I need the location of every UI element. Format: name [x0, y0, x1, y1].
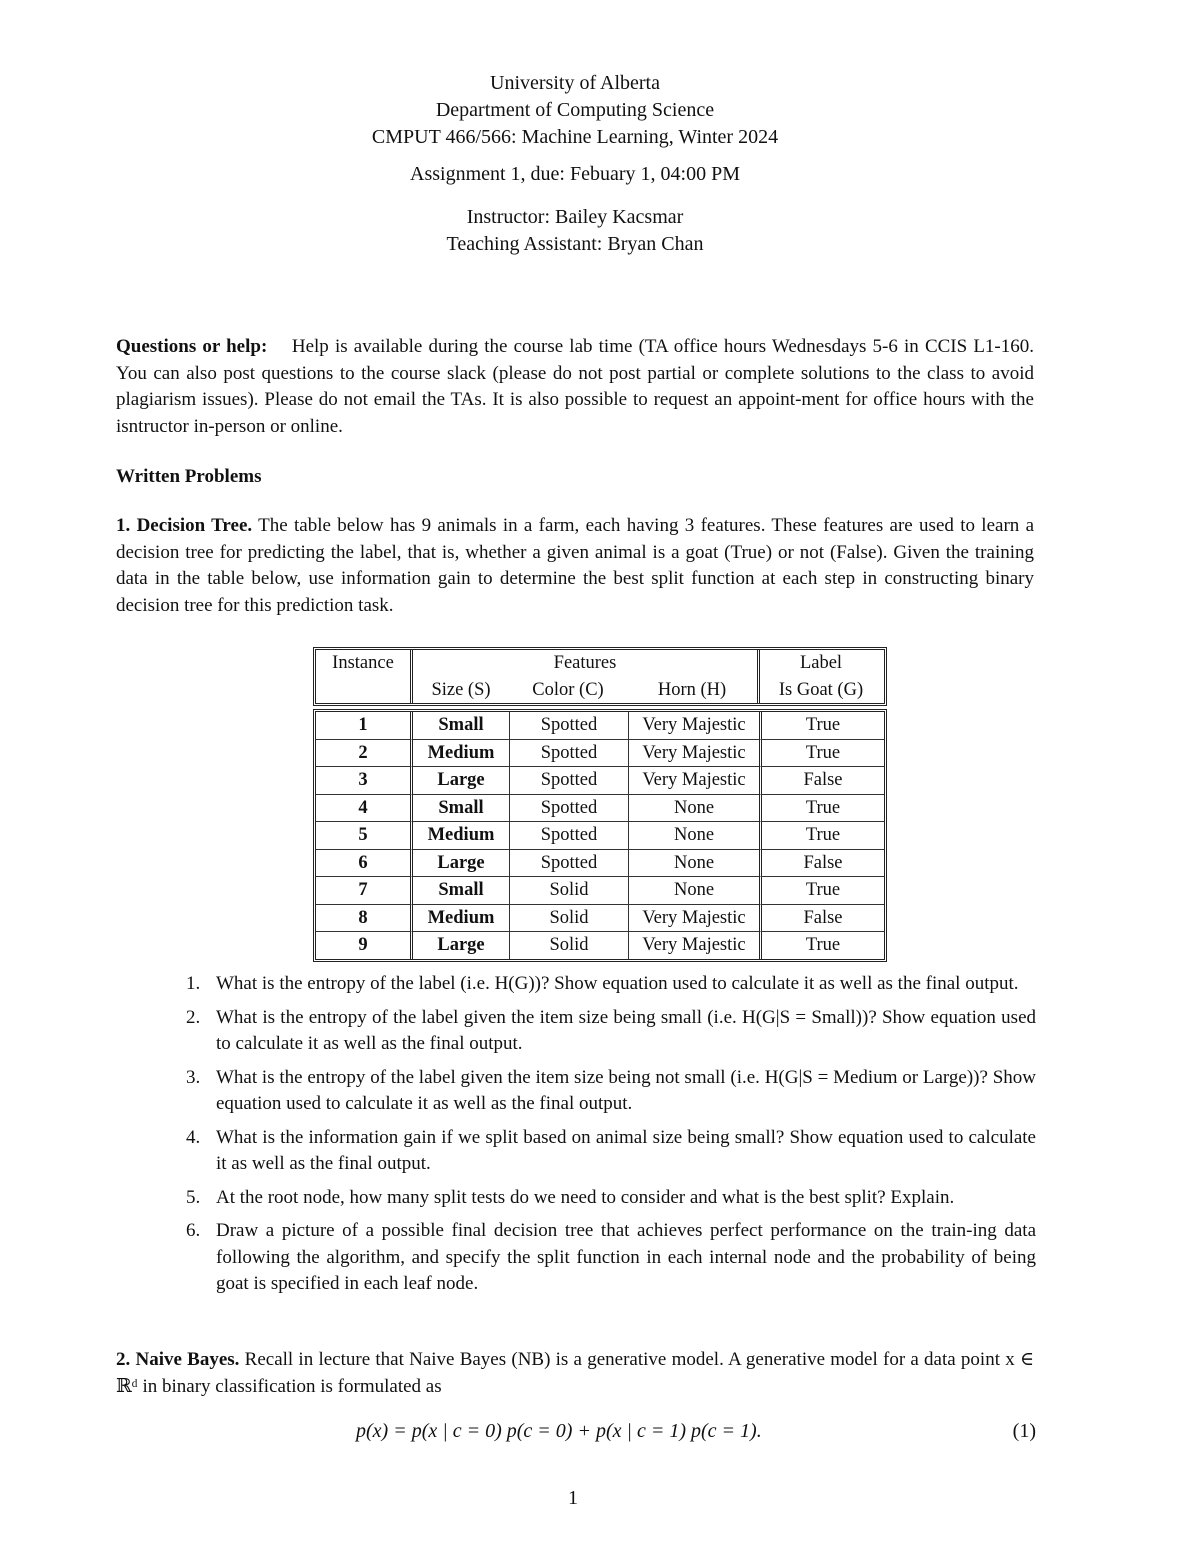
cell-label: True: [759, 712, 884, 740]
question-number: 1.: [186, 973, 201, 994]
question-item: [186, 1185, 1036, 1212]
table-row: [316, 905, 884, 933]
training-data-table: [313, 647, 887, 962]
table-row: [316, 740, 884, 768]
header-size: Size (S): [431, 679, 491, 700]
problem-2-number: 2.: [116, 1349, 131, 1370]
cell-horn: Very Majestic: [629, 905, 759, 933]
table-row: [316, 795, 884, 823]
cell-size: Small: [413, 877, 510, 905]
problem-1: [116, 513, 1034, 619]
cell-label: True: [759, 932, 884, 959]
cell-label: True: [759, 822, 884, 850]
cell-color: Spotted: [510, 822, 629, 850]
question-number: 3.: [186, 1066, 201, 1088]
question-number: 2.: [186, 1006, 201, 1028]
equation-number: (1): [1012, 1420, 1036, 1442]
course-title: CMPUT 466/566: Machine Learning, Winter 2024: [371, 126, 779, 148]
cell-instance: 4: [316, 795, 413, 823]
question-number: 5.: [186, 1186, 201, 1208]
cell-horn: None: [629, 822, 759, 850]
cell-label: True: [759, 795, 884, 823]
header-color: Color (C): [532, 679, 604, 700]
header-instance-blank: [316, 677, 413, 704]
cell-instance: 9: [316, 932, 413, 959]
table-row: [316, 712, 884, 740]
cell-instance: 5: [316, 822, 413, 850]
cell-size: Small: [413, 712, 510, 740]
header-instance: Instance: [316, 650, 413, 677]
problem-2: [116, 1347, 1034, 1400]
question-list: [186, 971, 1036, 1305]
problem-1-text: The table below has 9 animals in a farm, each having 3 features. These features are used to learn a decision tree for predicting the label, that is, whether a given animal is a goat (True) or not (False). Given the training data in the table below, use information gain to determine the best split function at each step in constructing binary decision tree for this prediction task.: [116, 515, 1035, 616]
cell-label: True: [759, 740, 884, 768]
question-item: [186, 971, 1036, 998]
cell-size: Medium: [413, 822, 510, 850]
cell-size: Large: [413, 850, 510, 878]
cell-color: Spotted: [510, 767, 629, 795]
question-text: What is the entropy of the label given the item size being not small (i.e. H(G|S = Medium or Large))? Show equation used to calculate it as well as the final output.: [216, 1066, 1036, 1114]
cell-color: Solid: [510, 905, 629, 933]
table-row: [316, 932, 884, 959]
cell-size: Medium: [413, 740, 510, 768]
cell-horn: Very Majestic: [629, 767, 759, 795]
table-body: [313, 709, 887, 962]
cell-horn: Very Majestic: [629, 740, 759, 768]
question-item: [186, 1065, 1036, 1118]
cell-size: Small: [413, 795, 510, 823]
header-label: Label: [757, 650, 882, 677]
cell-color: Solid: [510, 877, 629, 905]
cell-size: Medium: [413, 905, 510, 933]
cell-color: Spotted: [510, 795, 629, 823]
question-number: 4.: [186, 1126, 201, 1148]
help-paragraph: [116, 334, 1034, 440]
question-item: [186, 1125, 1036, 1178]
cell-label: False: [759, 767, 884, 795]
cell-label: False: [759, 850, 884, 878]
department-name: Department of Computing Science: [435, 99, 715, 121]
cell-size: Large: [413, 932, 510, 959]
equation-1: [356, 1420, 1036, 1443]
cell-instance: 7: [316, 877, 413, 905]
section-title: Written Problems: [116, 466, 262, 487]
question-item: [186, 1218, 1036, 1298]
question-text: What is the information gain if we split based on animal size being small? Show equation used to calculate it as well as the final output.: [216, 1126, 1036, 1174]
cell-instance: 1: [316, 712, 413, 740]
cell-horn: None: [629, 877, 759, 905]
equation-body: p(x) = p(x | c = 0) p(c = 0) + p(x | c = 1) p(c = 1).: [356, 1420, 762, 1442]
cell-instance: 6: [316, 850, 413, 878]
question-text: At the root node, how many split tests do we need to consider and what is the best split? Explain.: [216, 1186, 955, 1208]
cell-label: False: [759, 905, 884, 933]
problem-2-title: Naive Bayes.: [135, 1349, 240, 1370]
cell-instance: 8: [316, 905, 413, 933]
question-item: [186, 1005, 1036, 1058]
table-header: [313, 647, 887, 706]
table-row: [316, 850, 884, 878]
table-row: [316, 877, 884, 905]
cell-color: Solid: [510, 932, 629, 959]
cell-instance: 3: [316, 767, 413, 795]
cell-horn: Very Majestic: [642, 935, 746, 956]
page-number: 1: [568, 1487, 578, 1509]
cell-color: Spotted: [510, 712, 629, 740]
question-text: Draw a picture of a possible final decision tree that achieves perfect performance on the train-ing data following the algorithm, and specify the split function in each internal node and the probability of being goat is specified in each leaf node.: [216, 1220, 1036, 1294]
instructor-name: Instructor: Bailey Kacsmar: [466, 206, 684, 228]
help-text: Help is available during the course lab time (TA office hours Wednesdays 5-6 in CCIS L1-160. You can also post questions to the course slack (please do not post partial or complete solutions to the class to avoid plagiarism issues). Please do not email the TAs. It is also possible to request an appoint-ment for office hours with the isntructor in-person or online.: [116, 336, 1035, 437]
cell-horn: None: [629, 850, 759, 878]
university-name: University of Alberta: [490, 72, 660, 94]
cell-instance: 2: [316, 740, 413, 768]
header-is-goat: Is Goat (G): [757, 677, 882, 704]
question-number: 6.: [186, 1220, 201, 1241]
problem-1-number: 1.: [116, 515, 131, 536]
cell-size: Large: [413, 767, 510, 795]
cell-horn: Very Majestic: [629, 712, 759, 740]
help-label: Questions or help:: [116, 336, 268, 357]
cell-horn: None: [629, 795, 759, 823]
cell-color: Spotted: [510, 740, 629, 768]
header-features: Features: [553, 653, 617, 674]
problem-2-text: Recall in lecture that Naive Bayes (NB) is a generative model. A generative model for a data point x ∈ ℝᵈ in binary classification is formulated as: [116, 1349, 1035, 1397]
question-text: What is the entropy of the label (i.e. H(G))? Show equation used to calculate it as well as the final output.: [216, 973, 1019, 994]
assignment-due: Assignment 1, due: Febuary 1, 04:00 PM: [410, 163, 740, 185]
table-row: [316, 767, 884, 795]
problem-1-title: Decision Tree.: [136, 515, 253, 536]
cell-color: Spotted: [510, 850, 629, 878]
header-horn: Horn (H): [657, 679, 727, 700]
table-row: [316, 822, 884, 850]
title-block: [0, 70, 1150, 258]
ta-name: Teaching Assistant: Bryan Chan: [446, 233, 704, 255]
cell-label: True: [759, 877, 884, 905]
question-text: What is the entropy of the label given the item size being small (i.e. H(G|S = Small))? Show equation used to calculate it as well as the final output.: [216, 1006, 1036, 1054]
